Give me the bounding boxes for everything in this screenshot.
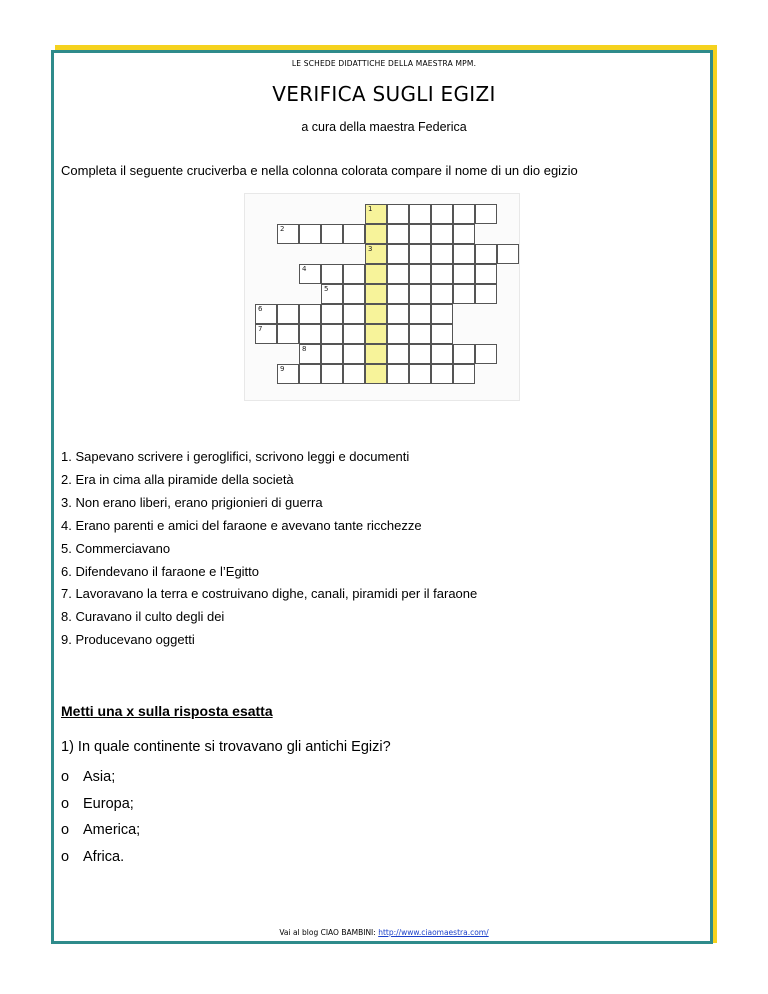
crossword-number: 8 <box>302 345 307 353</box>
header-line: LE SCHEDE DIDATTICHE DELLA MAESTRA MPM. <box>291 59 477 68</box>
crossword-cell[interactable] <box>409 244 431 264</box>
crossword-number: 4 <box>302 265 307 273</box>
crossword-cell[interactable] <box>387 304 409 324</box>
crossword-cell[interactable] <box>277 324 299 344</box>
crossword-cell[interactable] <box>387 344 409 364</box>
crossword-cell[interactable] <box>409 324 431 344</box>
checkbox-mark[interactable]: o <box>61 848 70 865</box>
crossword-cell[interactable] <box>497 244 519 264</box>
crossword-cell[interactable] <box>365 224 387 244</box>
crossword-cell[interactable] <box>343 304 365 324</box>
crossword-cell[interactable] <box>387 324 409 344</box>
footer <box>0 928 768 937</box>
crossword-number: 6 <box>258 305 263 313</box>
crossword-number: 1 <box>368 205 373 213</box>
crossword-cell[interactable] <box>365 344 387 364</box>
crossword-cell[interactable] <box>409 204 431 224</box>
crossword-cell[interactable] <box>453 264 475 284</box>
crossword-cell[interactable] <box>475 344 497 364</box>
crossword-cell[interactable] <box>365 264 387 284</box>
crossword-cell[interactable] <box>409 284 431 304</box>
crossword-cell[interactable] <box>299 364 321 384</box>
crossword-number: 5 <box>324 285 329 293</box>
crossword-number: 7 <box>258 325 263 333</box>
crossword-cell[interactable] <box>365 364 387 384</box>
crossword-cell[interactable] <box>453 284 475 304</box>
crossword-cell[interactable] <box>343 264 365 284</box>
clue-item: 6. Difendevano il faraone e l’Egitto <box>61 563 260 579</box>
crossword-cell[interactable] <box>321 324 343 344</box>
crossword-cell[interactable] <box>365 284 387 304</box>
crossword-cell[interactable] <box>453 344 475 364</box>
footer-text: Vai al blog CIAO BAMBINI: <box>279 928 379 937</box>
crossword-cell[interactable] <box>321 304 343 324</box>
crossword-cell[interactable] <box>387 284 409 304</box>
crossword-cell[interactable] <box>321 344 343 364</box>
crossword-cell[interactable] <box>431 304 453 324</box>
crossword-cell[interactable] <box>387 244 409 264</box>
crossword-cell[interactable] <box>409 364 431 384</box>
checkbox-mark[interactable]: o <box>61 822 70 838</box>
crossword-cell[interactable] <box>431 284 453 304</box>
crossword-instruction: Completa il seguente cruciverba e nella colonna colorata compare il nome di un dio egizio <box>61 163 578 178</box>
crossword-number: 9 <box>280 365 285 373</box>
option-label: America; <box>83 822 141 838</box>
crossword-cell[interactable] <box>299 224 321 244</box>
crossword-cell[interactable] <box>431 204 453 224</box>
quiz-options <box>61 764 140 870</box>
clue-item: 4. Erano parenti e amici del faraone e avevano tante ricchezze <box>61 517 422 533</box>
checkbox-mark[interactable]: o <box>61 795 70 812</box>
crossword-cell[interactable] <box>453 244 475 264</box>
crossword-cell[interactable] <box>409 344 431 364</box>
quiz-option[interactable] <box>61 764 140 791</box>
crossword-number: 3 <box>368 245 373 253</box>
crossword-cell[interactable] <box>365 324 387 344</box>
quiz-section-title: Metti una x sulla risposta esatta <box>61 703 273 719</box>
crossword-cell[interactable] <box>431 344 453 364</box>
crossword-cell[interactable] <box>343 284 365 304</box>
checkbox-mark[interactable]: o <box>61 769 70 785</box>
crossword-cell[interactable] <box>431 324 453 344</box>
crossword-cell[interactable] <box>387 204 409 224</box>
crossword-cell[interactable] <box>431 244 453 264</box>
crossword-cell[interactable] <box>343 224 365 244</box>
quiz-option[interactable] <box>61 817 140 844</box>
option-label: Africa. <box>83 848 125 865</box>
quiz-question: 1) In quale continente si trovavano gli antichi Egizi? <box>61 739 391 755</box>
crossword-cell[interactable] <box>277 304 299 324</box>
crossword-cell[interactable] <box>321 364 343 384</box>
clue-item: 7. Lavoravano la terra e costruivano dighe, canali, piramidi per il faraone <box>61 586 478 602</box>
clue-list <box>61 446 477 652</box>
crossword-cell[interactable] <box>409 264 431 284</box>
crossword-cell[interactable] <box>475 244 497 264</box>
clue-item: 2. Era in cima alla piramide della società <box>61 471 294 487</box>
crossword-cell[interactable] <box>343 364 365 384</box>
crossword-cell[interactable] <box>409 304 431 324</box>
crossword-number: 2 <box>280 225 285 233</box>
crossword-cell[interactable] <box>431 364 453 384</box>
crossword-cell[interactable] <box>409 224 431 244</box>
crossword-cell[interactable] <box>475 284 497 304</box>
page-subtitle: a cura della maestra Federica <box>301 120 467 134</box>
crossword-cell[interactable] <box>475 204 497 224</box>
crossword-cell[interactable] <box>431 264 453 284</box>
crossword-cell[interactable] <box>475 264 497 284</box>
clue-item: 8. Curavano il culto degli dei <box>61 609 225 625</box>
quiz-option[interactable] <box>61 791 140 818</box>
crossword-cell[interactable] <box>387 224 409 244</box>
quiz-option[interactable] <box>61 844 140 871</box>
clue-item: 9. Producevano oggetti <box>61 632 195 648</box>
crossword-cell[interactable] <box>321 224 343 244</box>
clue-item: 3. Non erano liberi, erano prigionieri di guerra <box>61 494 323 510</box>
crossword-cell[interactable] <box>299 304 321 324</box>
crossword-cell[interactable] <box>299 324 321 344</box>
clue-item: 5. Commerciavano <box>61 540 171 556</box>
page-title: VERIFICA SUGLI EGIZI <box>272 82 496 106</box>
crossword-cell[interactable] <box>365 304 387 324</box>
crossword-cell[interactable] <box>321 264 343 284</box>
crossword-cell[interactable] <box>431 224 453 244</box>
crossword-grid <box>244 193 520 401</box>
option-label: Asia; <box>83 769 116 785</box>
crossword-cell[interactable] <box>453 224 475 244</box>
crossword-cell[interactable] <box>343 324 365 344</box>
clue-item: 1. Sapevano scrivere i geroglifici, scrivono leggi e documenti <box>61 449 410 464</box>
option-label: Europa; <box>83 795 134 812</box>
crossword-cell[interactable] <box>453 204 475 224</box>
blog-link[interactable]: http://www.ciaomaestra.com/ <box>378 928 489 937</box>
crossword-cell[interactable] <box>453 364 475 384</box>
crossword-cell[interactable] <box>343 344 365 364</box>
crossword-cell[interactable] <box>387 264 409 284</box>
crossword-cell[interactable] <box>387 364 409 384</box>
